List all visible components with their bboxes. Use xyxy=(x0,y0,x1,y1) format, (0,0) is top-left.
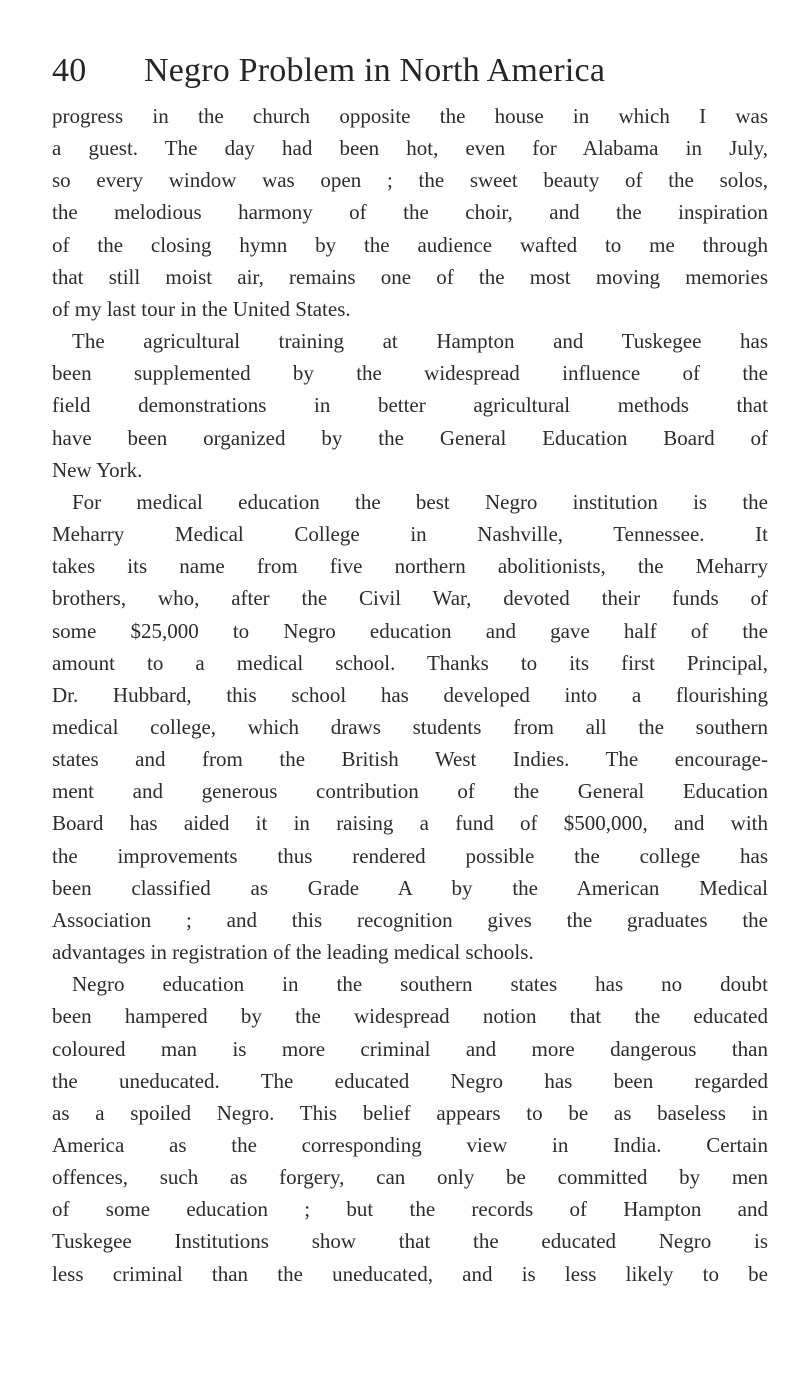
text-line: less criminal than the uneducated, and is less likely to be xyxy=(52,1261,768,1286)
text-line: America as the corresponding view in India. Certain xyxy=(52,1133,768,1157)
text-line: offences, such as forgery, can only be committed by men xyxy=(52,1165,768,1190)
text-line: amount to a medical school. Thanks to its first Principal, xyxy=(52,650,768,675)
text-line: of my last tour in the United States. xyxy=(52,296,351,321)
running-title: Negro Problem in North America xyxy=(144,52,606,89)
text-line: The agricultural training at Hampton and Tuskegee has xyxy=(72,329,768,354)
text-line: Dr. Hubbard, this school has developed into a flourishing xyxy=(52,682,768,707)
text-line: ment and generous contribution of the General Education xyxy=(52,779,768,804)
text-line: Tuskegee Institutions show that the educated Negro is xyxy=(52,1229,768,1254)
paragraph xyxy=(52,100,768,325)
text-line: been classified as Grade A by the American Medical xyxy=(52,875,768,900)
text-line: medical college, which draws students from all the southern xyxy=(52,714,768,739)
text-line: brothers, who, after the Civil War, devoted their funds of xyxy=(52,586,768,611)
paragraph xyxy=(52,325,768,486)
body-text xyxy=(52,100,768,1290)
text-line: advantages in registration of the leading medical schools. xyxy=(52,940,534,965)
text-line: have been organized by the General Education Board of xyxy=(52,425,768,450)
running-head xyxy=(52,52,768,96)
text-line: Board has aided it in raising a fund of $500,000, and with xyxy=(52,811,768,836)
page-number: 40 xyxy=(52,52,87,89)
text-line: a guest. The day had been hot, even for Alabama in July, xyxy=(52,136,768,161)
text-line: been hampered by the widespread notion that the educated xyxy=(52,1004,768,1029)
text-line: takes its name from five northern abolitionists, the Meharry xyxy=(52,554,768,579)
text-line: states and from the British West Indies. The encourage- xyxy=(52,747,768,772)
text-line: field demonstrations in better agricultural methods that xyxy=(52,393,768,418)
text-line: coloured man is more criminal and more dangerous than xyxy=(52,1036,768,1061)
paragraph xyxy=(52,486,768,968)
text-line: some $25,000 to Negro education and gave half of the xyxy=(52,618,768,643)
book-page xyxy=(52,52,768,1290)
text-line: as a spoiled Negro. This belief appears to be as baseless in xyxy=(52,1100,768,1125)
text-line: of the closing hymn by the audience wafted to me through xyxy=(52,232,768,257)
text-line: Association ; and this recognition gives the graduates the xyxy=(52,907,768,932)
text-line: For medical education the best Negro institution is the xyxy=(72,489,768,514)
text-line: progress in the church opposite the house in which I was xyxy=(52,104,768,128)
text-line: Meharry Medical College in Nashville, Tennessee. It xyxy=(52,522,768,547)
text-line: the melodious harmony of the choir, and the inspiration xyxy=(52,200,768,225)
text-line: New York. xyxy=(52,457,143,482)
text-line: the uneducated. The educated Negro has been regarded xyxy=(52,1068,768,1093)
paragraph xyxy=(52,968,768,1290)
text-line: Negro education in the southern states has no doubt xyxy=(72,972,768,997)
text-line: of some education ; but the records of Hampton and xyxy=(52,1197,768,1222)
text-line: been supplemented by the widespread influence of the xyxy=(52,361,768,386)
text-line: the improvements thus rendered possible the college has xyxy=(52,843,768,868)
text-line: so every window was open ; the sweet beauty of the solos, xyxy=(52,168,768,193)
text-line: that still moist air, remains one of the most moving memories xyxy=(52,264,768,289)
